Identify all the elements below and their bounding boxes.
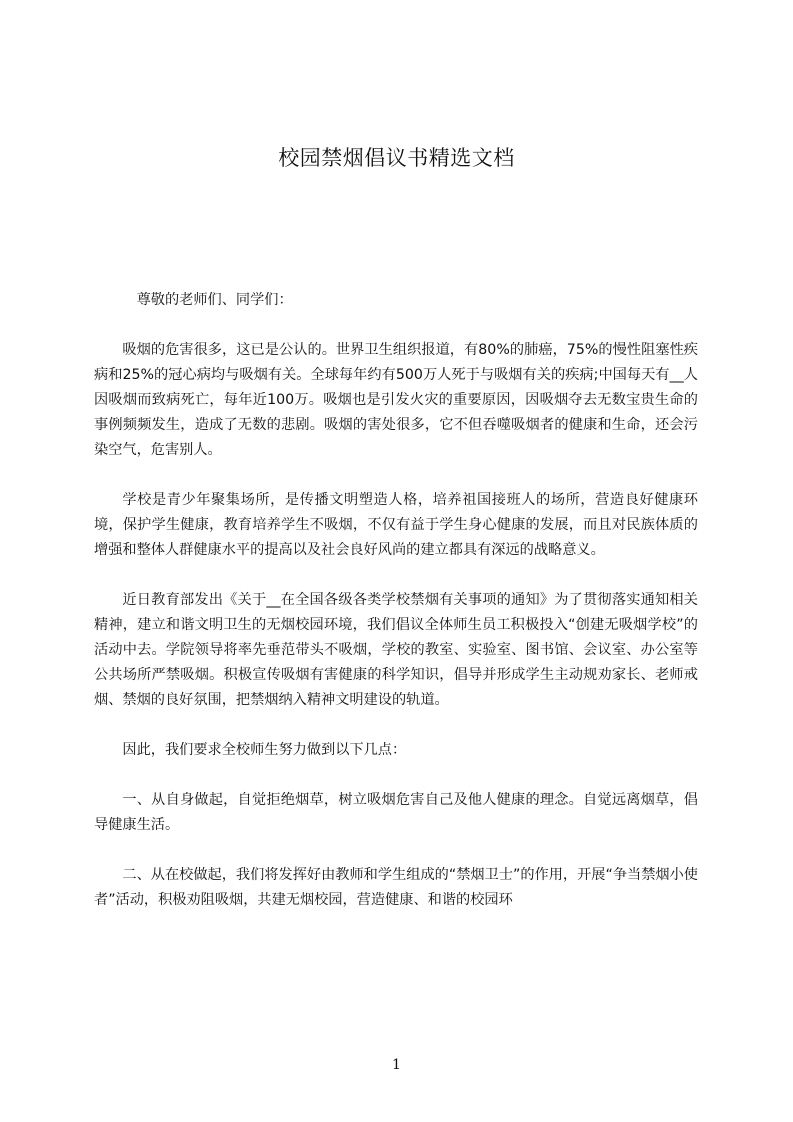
paragraph-school-environment: 学校是青少年聚集场所，是传播文明塑造人格，培养祖国接班人的场所，营造良好健康环境，保护学生健康，教育培养学生不吸烟，不仅有益于学生身心健康的发展，而且对民族体质的增强和整体人群健康水平的提高以及社会良好风尚的建立都具有深远的战略意义。 xyxy=(94,492,698,558)
document-body xyxy=(94,288,698,938)
paragraph-smoking-harm: 吸烟的危害很多，这已是公认的。世界卫生组织报道，有80%的肺癌，75%的慢性阻塞性疾病和25%的冠心病均与吸烟有关。全球每年约有500万人死于与吸烟有关的疾病;中国每天有__人因吸烟而致病死亡，每年近100万。吸烟也是引发火灾的重要原因，因吸烟夺去无数宝贵生命的事例频频发生，造成了无数的悲剧。吸烟的害处很多，它不但吞噬吸烟者的健康和生命，还会污染空气，危害别人。 xyxy=(94,342,698,458)
page-title: 校园禁烟倡议书精选文档 xyxy=(278,146,515,170)
salutation: 尊敬的老师们、同学们： xyxy=(136,292,293,308)
paragraph-ministry-notice: 近日教育部发出《关于__在全国各级各类学校禁烟有关事项的通知》为了贯彻落实通知相关精神，建立和谐文明卫生的无烟校园环境，我们倡议全体师生员工积极投入“创建无吸烟学校”的活动中去。学院领导将率先垂范带头不吸烟，学校的教室、实验室、图书馆、会议室、办公室等公共场所严禁吸烟。积极宣传吸烟有害健康的科学知识，倡导并形成学生主动规劝家长、老师戒烟、禁烟的良好氛围，把禁烟纳入精神文明建设的轨道。 xyxy=(94,592,698,708)
paragraph-point-one: 一、从自身做起，自觉拒绝烟草，树立吸烟危害自己及他人健康的理念。自觉远离烟草，倡导健康生活。 xyxy=(94,792,698,833)
page-number: 1 xyxy=(392,1057,401,1073)
paragraph-requirements-intro: 因此，我们要求全校师生努力做到以下几点： xyxy=(122,742,407,758)
paragraph-point-two: 二、从在校做起，我们将发挥好由教师和学生组成的“禁烟卫士”的作用，开展“争当禁烟小使者”活动，积极劝阻吸烟，共建无烟校园，营造健康、和谐的校园环 xyxy=(94,867,698,908)
